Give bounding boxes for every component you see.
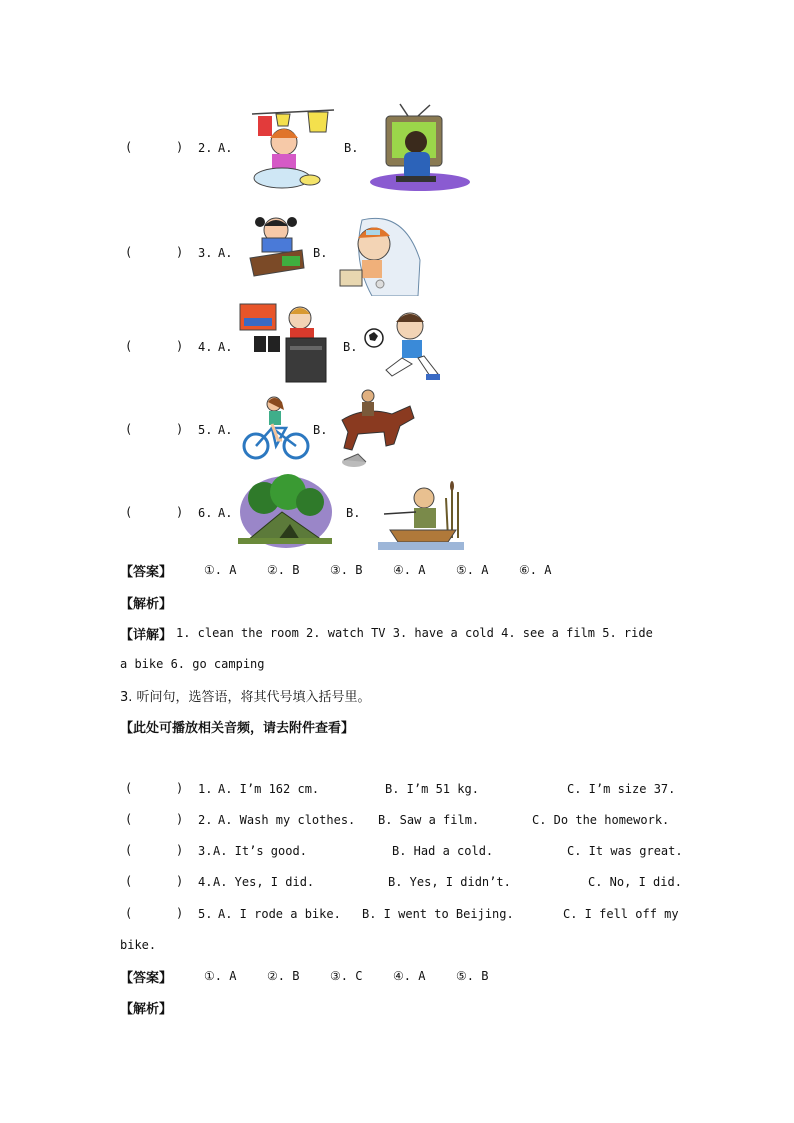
answer-item: ②. B	[267, 563, 300, 577]
item-number: 5.	[198, 423, 213, 437]
paren-open: (	[125, 422, 133, 436]
option-a-label: A.	[218, 246, 233, 260]
paren-close: )	[176, 339, 184, 353]
answer-item: ③. B	[330, 563, 363, 577]
paren-close: )	[176, 781, 184, 795]
detail-line-1: 1. clean the room 2. watch TV 3. have a cold 4. see a film 5. ride	[176, 626, 653, 640]
option-c: C. I fell off my	[563, 907, 679, 921]
paren-close: )	[176, 245, 184, 259]
paren-open: (	[125, 812, 133, 826]
paren-close: )	[176, 422, 184, 436]
option-a-label: A.	[218, 141, 233, 155]
question-number: 3.	[198, 844, 213, 858]
girl-reading-image	[248, 212, 306, 282]
answer-item: ④. A	[393, 563, 426, 577]
option-b-label: B.	[343, 340, 358, 354]
option-c: C. No, I did.	[588, 875, 682, 889]
paren-open: (	[125, 781, 133, 795]
answer-item: ①. A	[204, 969, 237, 983]
option-b: B. I went to Beijing.	[362, 907, 514, 921]
paren-open: (	[125, 843, 133, 857]
paren-close: )	[176, 874, 184, 888]
answer-item: ①. A	[204, 563, 237, 577]
option-b-label: B.	[313, 423, 328, 437]
item-number: 3.	[198, 246, 213, 260]
detail-line-2: a bike 6. go camping	[120, 657, 265, 671]
question-number: 2.	[198, 813, 213, 827]
option-b: B. I’m 51 kg.	[385, 782, 479, 796]
option-a: A. I’m 162 cm.	[218, 782, 320, 796]
paren-close: )	[176, 906, 184, 920]
item-number: 4.	[198, 340, 213, 354]
item-number: 6.	[198, 506, 213, 520]
paren-open: (	[125, 339, 133, 353]
option-c-wrap: bike.	[120, 938, 157, 952]
question-number: 1.	[198, 782, 213, 796]
answer-item: ⑥. A	[519, 563, 552, 577]
option-b-label: B.	[346, 506, 361, 520]
paren-open: (	[125, 245, 133, 259]
option-b: B. Saw a film.	[378, 813, 480, 827]
option-a: A. Yes, I did.	[213, 875, 315, 889]
answer-item: ⑤. A	[456, 563, 489, 577]
detail-label: 【详解】	[120, 628, 173, 643]
paren-close: )	[176, 505, 184, 519]
option-a-label: A.	[218, 423, 233, 437]
answer-label: 【答案】	[120, 565, 173, 580]
option-a: A. I rode a bike.	[218, 907, 341, 921]
riding-horse-image	[334, 384, 416, 470]
option-a: A. Wash my clothes.	[218, 813, 356, 827]
answer-item: ④. A	[393, 969, 426, 983]
watching-film-image	[238, 302, 334, 386]
option-b: B. Yes, I didn’t.	[388, 875, 511, 889]
section-3-title: 3. 听问句，选答语，将其代号填入括号里。	[120, 690, 371, 705]
fishing-boat-image	[376, 478, 464, 552]
playing-football-image	[362, 304, 442, 386]
paren-open: (	[125, 906, 133, 920]
option-a-label: A.	[218, 340, 233, 354]
answer-item: ⑤. B	[456, 969, 489, 983]
item-number: 2.	[198, 141, 213, 155]
option-b: B. Had a cold.	[392, 844, 494, 858]
paren-open: (	[125, 874, 133, 888]
riding-bike-image	[242, 394, 310, 464]
answer-item: ②. B	[267, 969, 300, 983]
paren-close: )	[176, 843, 184, 857]
paren-open: (	[125, 505, 133, 519]
question-number: 5.	[198, 907, 213, 921]
paren-close: )	[176, 812, 184, 826]
question-number: 4.	[198, 875, 213, 889]
audio-note: 【此处可播放相关音频，请去附件查看】	[120, 721, 355, 736]
paren-close: )	[176, 140, 184, 154]
option-a: A. It’s good.	[213, 844, 307, 858]
watching-tv-image	[364, 102, 472, 192]
washing-clothes-image	[248, 104, 336, 192]
analysis-label: 【解析】	[120, 1002, 173, 1017]
answer-label: 【答案】	[120, 971, 173, 986]
answer-item: ③. C	[330, 969, 363, 983]
paren-open: (	[125, 140, 133, 154]
option-c: C. It was great.	[567, 844, 683, 858]
camping-tent-image	[238, 474, 332, 548]
option-a-label: A.	[218, 506, 233, 520]
option-c: C. Do the homework.	[532, 813, 670, 827]
option-b-label: B.	[313, 246, 328, 260]
sick-with-cold-image	[332, 210, 424, 296]
option-b-label: B.	[344, 141, 359, 155]
analysis-label: 【解析】	[120, 597, 173, 612]
option-c: C. I’m size 37.	[567, 782, 676, 796]
